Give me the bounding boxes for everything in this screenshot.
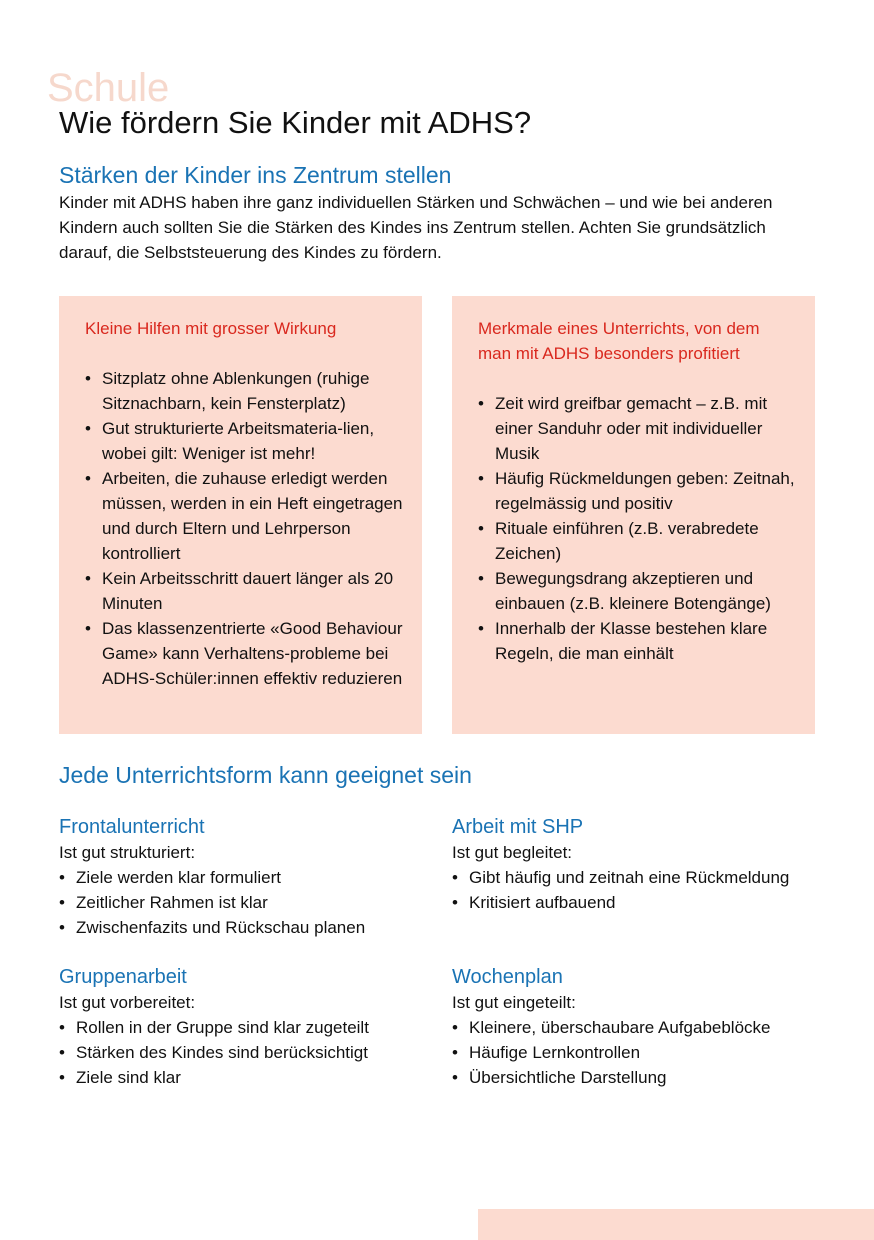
teaching-form-shp xyxy=(452,814,832,915)
list-item: • Zeit wird greifbar gemacht – z.B. mit einer Sanduhr oder mit individueller Musik xyxy=(478,391,797,466)
list-item: • Häufige Lernkontrollen xyxy=(452,1040,832,1065)
teaching-form-intro: Ist gut strukturiert: xyxy=(59,843,196,862)
intro-paragraph: Kinder mit ADHS haben ihre ganz individuellen Stärken und Schwächen – und wie bei anderen Kindern auch sollten Sie die Stärken des Kindes ins Zentrum stellen. Achten Sie grundsätzlich darauf, die Selbststeuerung des Kindes zu fördern. xyxy=(59,193,773,262)
features-box xyxy=(452,296,815,734)
section-heading-teaching-forms: Jede Unterrichtsform kann geeignet sein xyxy=(59,762,472,788)
page-title: Wie fördern Sie Kinder mit ADHS? xyxy=(59,105,532,140)
teaching-form-intro: Ist gut eingeteilt: xyxy=(452,993,576,1012)
teaching-form-list xyxy=(59,1015,439,1090)
list-item: • Häufig Rückmeldungen geben: Zeitnah, regelmässig und positiv xyxy=(478,466,797,516)
list-item: • Rituale einführen (z.B. verabredete Zeichen) xyxy=(478,516,797,566)
list-item: • Innerhalb der Klasse bestehen klare Regeln, die man einhält xyxy=(478,616,797,666)
tips-box xyxy=(59,296,422,734)
list-item: • Gut strukturierte Arbeitsmateria-lien, wobei gilt: Weniger ist mehr! xyxy=(85,416,404,466)
list-item: • Stärken des Kindes sind berücksichtigt xyxy=(59,1040,439,1065)
section-watermark: Schule xyxy=(47,66,170,110)
list-item: • Rollen in der Gruppe sind klar zugeteilt xyxy=(59,1015,439,1040)
list-item: • Arbeiten, die zuhause erledigt werden müssen, werden in ein Heft eingetragen und durch Eltern und Lehrperson kontrolliert xyxy=(85,466,404,566)
teaching-form-weekly-plan xyxy=(452,964,832,1090)
teaching-form-frontal xyxy=(59,814,439,940)
list-item: • Zwischenfazits und Rückschau planen xyxy=(59,915,439,940)
list-item: • Zeitlicher Rahmen ist klar xyxy=(59,890,439,915)
features-list xyxy=(478,391,797,666)
list-item: • Kein Arbeitsschritt dauert länger als 20 Minuten xyxy=(85,566,404,616)
tips-box-title: Kleine Hilfen mit grosser Wirkung xyxy=(85,319,337,338)
tips-list xyxy=(85,366,404,691)
list-item: • Bewegungsdrang akzeptieren und einbauen (z.B. kleinere Botengänge) xyxy=(478,566,797,616)
list-item: • Ziele werden klar formuliert xyxy=(59,865,439,890)
section-heading-strengths: Stärken der Kinder ins Zentrum stellen xyxy=(59,162,452,188)
teaching-form-list xyxy=(452,1015,832,1090)
teaching-form-intro: Ist gut vorbereitet: xyxy=(59,993,196,1012)
teaching-form-heading: Frontalunterricht xyxy=(59,816,205,838)
list-item: • Sitzplatz ohne Ablenkungen (ruhige Sitznachbarn, kein Fensterplatz) xyxy=(85,366,404,416)
list-item: • Kritisiert aufbauend xyxy=(452,890,832,915)
features-box-title: Merkmale eines Unterrichts, von dem man mit ADHS besonders profitiert xyxy=(478,319,760,363)
list-item: • Gibt häufig und zeitnah eine Rückmeldung xyxy=(452,865,832,890)
teaching-form-intro: Ist gut begleitet: xyxy=(452,843,573,862)
teaching-form-heading: Arbeit mit SHP xyxy=(452,816,584,838)
decorative-corner-bar xyxy=(478,1209,874,1240)
teaching-form-list xyxy=(452,865,832,915)
teaching-form-heading: Wochenplan xyxy=(452,966,563,988)
list-item: • Das klassenzentrierte «Good Behaviour Game» kann Verhaltens-probleme bei ADHS-Schüler:innen effektiv reduzieren xyxy=(85,616,404,691)
teaching-form-heading: Gruppenarbeit xyxy=(59,966,187,988)
teaching-form-group xyxy=(59,964,439,1090)
list-item: • Übersichtliche Darstellung xyxy=(452,1065,832,1090)
list-item: • Ziele sind klar xyxy=(59,1065,439,1090)
list-item: • Kleinere, überschaubare Aufgabeblöcke xyxy=(452,1015,832,1040)
teaching-form-list xyxy=(59,865,439,940)
